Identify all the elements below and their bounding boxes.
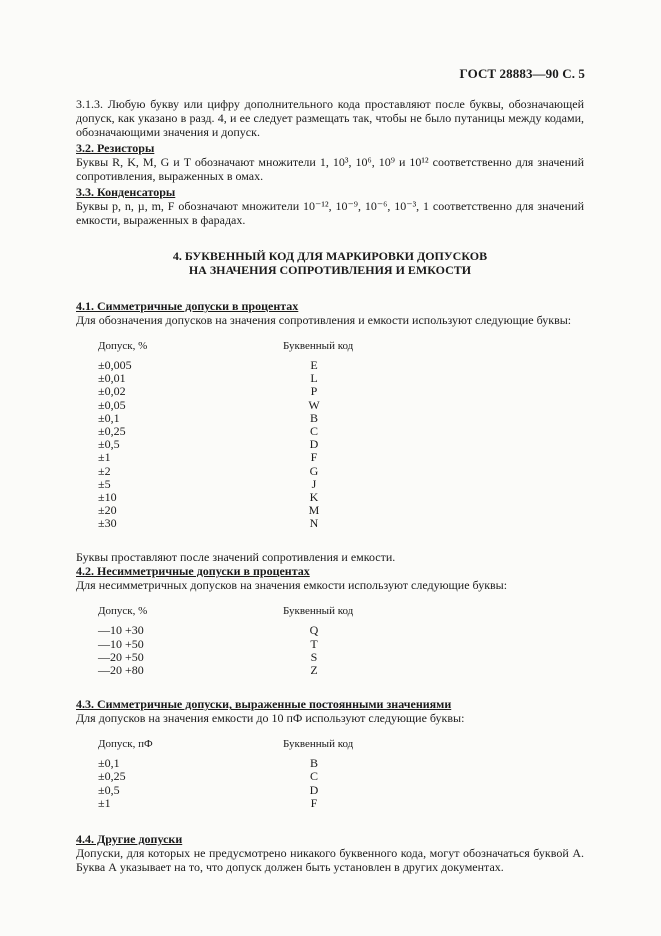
tolerance-value: —20 +50 [98,649,144,664]
paragraph-4-4: Допуски, для которых не предусмотрено никакого буквенного кода, могут обозначаться буквой А. Буква А указывает на то, что допуск должен быть установлен в других документах. [76,845,584,874]
heading-3-2: 3.2. Резисторы [76,141,155,155]
letter-code: K [309,489,319,504]
tolerance-value: ±0,01 [98,371,126,386]
tolerance-value: —10 +50 [98,636,144,651]
letter-code: C [309,423,318,438]
tolerance-value: ±0,25 [98,423,126,438]
column-header-code: Буквенный код [283,605,354,618]
table-symmetric-percent [76,339,584,530]
letter-code: F [310,450,318,465]
paragraph-4-1-after: Буквы проставляют после значений сопротивления и емкости. [76,550,396,565]
table-row [76,412,584,425]
tolerance-value: ±0,25 [98,769,126,784]
letter-code: Q [309,623,319,638]
tolerance-value: —10 +30 [98,623,144,638]
column-header-code: Буквенный код [283,340,354,352]
heading-4-1: 4.1. Симметричные допуски в процентах [76,299,299,313]
table-row [76,478,584,491]
tolerance-value: ±2 [98,463,111,478]
letter-code: J [311,476,317,491]
tolerance-value: ±1 [98,795,111,810]
document-body [76,97,584,874]
tolerance-value: ±30 [98,516,117,531]
table-row [76,372,584,385]
letter-code: S [310,649,318,664]
section-4-title-line2: НА ЗНАЧЕНИЯ СОПРОТИВЛЕНИЯ И ЕМКОСТИ [188,263,472,277]
heading-4-3: 4.3. Симметричные допуски, выраженные постоянными значениями [76,697,452,712]
heading-3-3: 3.3. Конденсаторы [76,185,176,199]
tolerance-value: ±0,1 [98,756,120,771]
tolerance-value: ±0,05 [98,397,126,412]
table-row [76,757,584,770]
column-header-tolerance: Допуск, % [98,340,148,352]
table-row [76,638,584,651]
table-row [76,624,584,637]
section-4-title [76,249,584,277]
table-row [76,517,584,530]
heading-4-2: 4.2. Несимметричные допуски в процентах [76,564,310,579]
table-row [76,491,584,504]
table-header [76,339,584,359]
table-row [76,664,584,677]
paragraph-4-1: Для обозначения допусков на значения сопротивления и емкости используют следующие буквы: [76,313,572,327]
tolerance-value: ±0,005 [98,358,132,372]
table-row [76,651,584,664]
tolerance-value: ±20 [98,503,117,518]
tolerance-value: ±0,02 [98,384,126,399]
tolerance-value: ±1 [98,450,111,465]
table-row [76,451,584,464]
letter-code: L [310,371,318,386]
table-row [76,797,584,810]
letter-code: E [310,358,318,372]
table-asymmetric-percent [76,604,584,677]
tolerance-value: ±5 [98,476,111,491]
table-row [76,359,584,372]
paragraph-3-1-3: 3.1.3. Любую букву или цифру дополнительного кода проставляют после буквы, обозначающей допуск, как указано в разд. 4, и ее следует размещать так, чтобы не было путаницы между кодами, обозначающими значения и допуск. [76,97,584,139]
letter-code: N [309,516,319,531]
letter-code: Z [310,663,318,677]
table-row [76,385,584,398]
page-header: ГОСТ 28883—90 С. 5 [459,66,585,81]
letter-code: B [309,756,318,771]
paragraph-4-3: Для допусков на значения емкости до 10 пФ используют следующие буквы: [76,711,465,726]
letter-code: F [310,795,318,810]
table-row [76,438,584,451]
paragraph-4-2: Для несимметричных допусков на значения емкости используют следующие буквы: [76,578,508,593]
table-row [76,465,584,478]
table-row [76,425,584,438]
table-row [76,399,584,412]
table-symmetric-constant [76,737,584,810]
letter-code: D [309,782,319,797]
letter-code: P [310,384,318,399]
tolerance-value: ±0,5 [98,437,120,452]
section-4-title-line1: 4. БУКВЕННЫЙ КОД ДЛЯ МАРКИРОВКИ ДОПУСКОВ [172,249,488,263]
letter-code: D [309,437,319,452]
letter-code: B [309,410,318,425]
column-header-code: Буквенный код [283,738,354,751]
letter-code: M [308,503,320,518]
column-header-tolerance: Допуск, пФ [98,738,153,751]
heading-4-4: 4.4. Другие допуски [76,831,183,846]
column-header-tolerance: Допуск, % [98,605,148,618]
table-row [76,784,584,797]
table-header [76,604,584,624]
tolerance-value: ±10 [98,489,117,504]
letter-code: T [310,636,318,651]
tolerance-value: ±0,1 [98,410,120,425]
tolerance-value: ±0,5 [98,782,120,797]
table-row [76,504,584,517]
table-row [76,770,584,783]
letter-code: C [309,769,318,784]
table-header [76,737,584,757]
tolerance-value: —20 +80 [98,663,144,677]
letter-code: G [309,463,319,478]
paragraph-3-3: Буквы p, n, µ, m, F обозначают множители 10⁻¹², 10⁻⁹, 10⁻⁶, 10⁻³, 1 соответственно для значений емкости, выраженных в фарадах. [76,199,584,227]
letter-code: W [308,397,320,412]
paragraph-3-2: Буквы R, K, M, G и T обозначают множители 1, 10³, 10⁶, 10⁹ и 10¹² соответственно для значений сопротивления, выраженных в омах. [76,155,584,183]
